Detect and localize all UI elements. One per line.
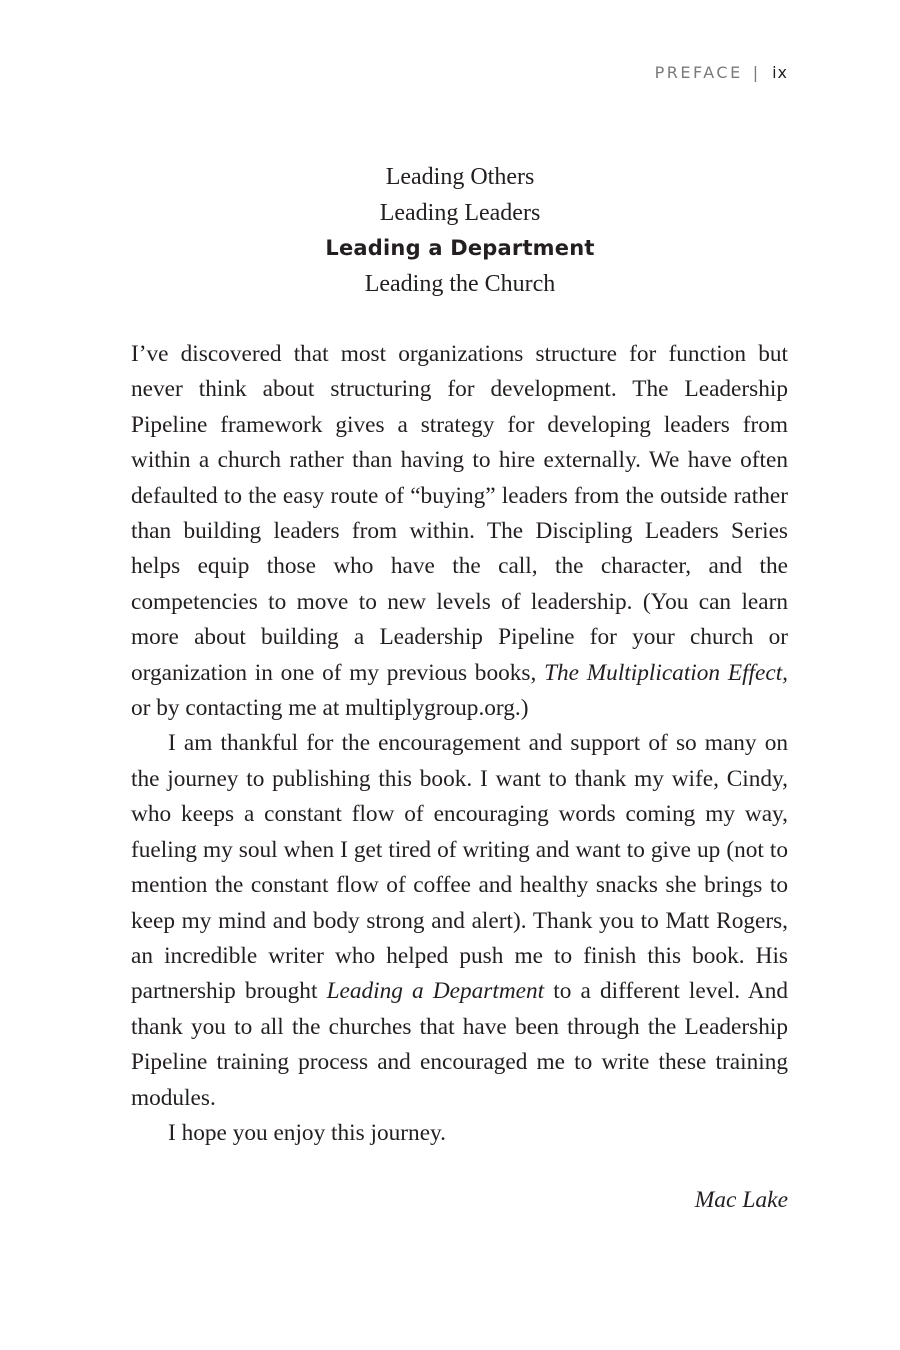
book-title: Leading a Department <box>326 978 545 1005</box>
level-item: Leading Leaders <box>379 199 541 226</box>
leadership-levels-list <box>0 160 900 302</box>
paragraph-text: I am thankful for the encouragement and support of so many on the journey to publishing this book. I want to thank my wife, Cindy, who keeps a constant flow of encouraging words coming my way, fueling my soul when I get tired of writing and want to give up (not to mention the constant flow of coffee and healthy snacks she brings to keep my mind and body strong and alert). Thank you to Matt Rogers, an incredible writer who helped push me to finish this book. His partnership brought <box>131 730 788 1005</box>
level-item-current: Leading a Department <box>325 236 595 260</box>
author-signature: Mac Lake <box>694 1187 788 1213</box>
paragraph <box>131 337 788 726</box>
paragraph-text: to a different level. And thank you to all the churches that have been through the Leadership Pipeline training process and encouraged me to write these training modules. <box>131 978 788 1111</box>
level-item: Leading Others <box>385 164 535 190</box>
page-number: ix <box>772 63 788 82</box>
paragraph: I hope you enjoy this journey. <box>168 1119 447 1146</box>
paragraph-text: or by contacting me at multiplygroup.org.) <box>131 695 529 722</box>
book-title: The Multiplication Effect, <box>544 659 788 686</box>
paragraph <box>131 726 788 1115</box>
level-item: Leading the Church <box>364 270 556 297</box>
section-title: PREFACE <box>654 63 743 82</box>
running-head <box>655 63 788 82</box>
header-separator: | <box>752 63 759 82</box>
preface-body <box>131 337 788 1151</box>
paragraph-text: I’ve discovered that most organizations structure for function but never think about structuring for development. The Leadership Pipeline framework gives a strategy for developing leaders from within a church rather than having to hire externally. We have often defaulted to the easy route of “buying” leaders from the outside rather than building leaders from within. The Discipling Leaders Series helps equip those who have the call, the character, and the competencies to move to new levels of leadership. (You can learn more about building a Leadership Pipeline for your church or organization in one of my previous books, <box>131 341 788 686</box>
